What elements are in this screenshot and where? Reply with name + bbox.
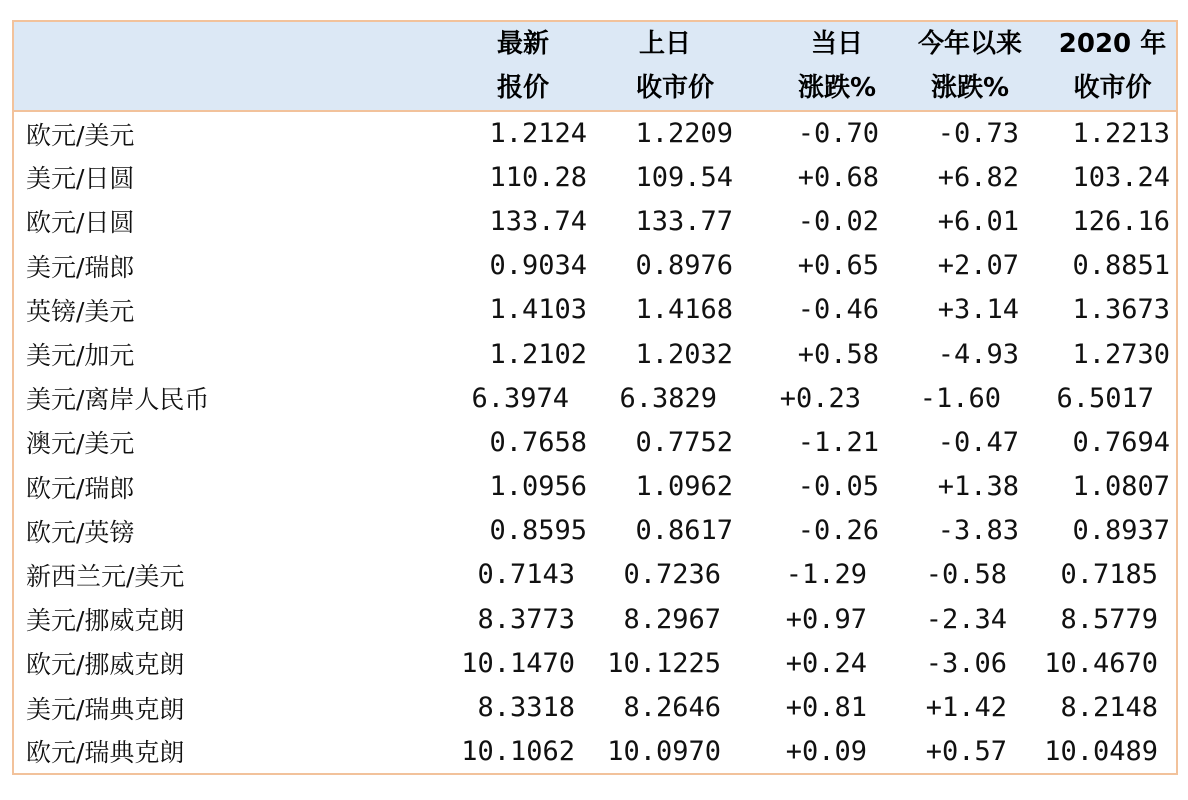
- day-change-cell: +0.09: [785, 735, 867, 767]
- day-change-cell: -1.29: [785, 559, 867, 591]
- latest-cell: 1.0956: [489, 471, 587, 503]
- prev-close-cell: 1.2032: [635, 338, 733, 370]
- pair-cell: 澳元/美元: [26, 429, 135, 459]
- pair-cell: 欧元/瑞郎: [26, 473, 135, 503]
- header-day-change: [753, 21, 891, 111]
- close-2020-cell: 0.7694: [1072, 426, 1170, 458]
- ytd-change-cell: -3.83: [937, 515, 1019, 547]
- header-prev-close: [597, 21, 753, 111]
- pair-cell: 美元/挪威克朗: [26, 606, 185, 636]
- table-row: [13, 244, 1177, 288]
- latest-cell: 110.28: [489, 161, 587, 193]
- pair-cell: 美元/离岸人民币: [26, 385, 210, 415]
- header-ytd-change-line2: 涨跌%: [930, 73, 1010, 103]
- table-row: [13, 420, 1177, 464]
- latest-cell: 8.3318: [477, 692, 575, 724]
- prev-close-cell: 0.8976: [635, 250, 733, 282]
- ytd-change-cell: -0.73: [937, 118, 1019, 150]
- prev-close-cell: 1.2209: [635, 118, 733, 150]
- ytd-change-cell: -3.06: [925, 647, 1007, 679]
- prev-close-cell: 6.3829: [619, 382, 717, 414]
- latest-cell: 1.2124: [489, 118, 587, 150]
- close-2020-cell: 8.2148: [1060, 692, 1158, 724]
- header-latest-line1: 最新: [496, 29, 549, 59]
- header-close-2020: [1029, 21, 1177, 111]
- day-change-cell: +0.24: [785, 647, 867, 679]
- pair-cell: 英镑/美元: [26, 296, 135, 326]
- pair-cell: 美元/加元: [26, 341, 135, 371]
- header-day-change-line2: 涨跌%: [797, 73, 877, 103]
- ytd-change-cell: +3.14: [937, 294, 1019, 326]
- ytd-change-cell: +1.42: [925, 692, 1007, 724]
- close-2020-cell: 1.2213: [1072, 118, 1170, 150]
- ytd-change-cell: -4.93: [937, 338, 1019, 370]
- fx-rates-table: [12, 20, 1178, 775]
- table-row: [13, 332, 1177, 376]
- day-change-cell: +0.65: [797, 250, 879, 282]
- latest-cell: 6.3974: [471, 382, 569, 414]
- day-change-cell: -0.26: [797, 515, 879, 547]
- latest-cell: 10.1062: [461, 735, 575, 767]
- table-row: [13, 685, 1177, 729]
- ytd-change-cell: -0.47: [937, 426, 1019, 458]
- prev-close-cell: 8.2967: [623, 603, 721, 635]
- header-day-change-line1: 当日: [810, 29, 863, 59]
- latest-cell: 0.9034: [489, 250, 587, 282]
- pair-cell: 美元/瑞郎: [26, 252, 135, 282]
- table-row: [13, 509, 1177, 553]
- pair-cell: 欧元/挪威克朗: [26, 650, 185, 680]
- close-2020-cell: 1.3673: [1072, 294, 1170, 326]
- prev-close-cell: 0.7752: [635, 426, 733, 458]
- table-row: [13, 199, 1177, 243]
- header-row: [13, 21, 1177, 111]
- pair-cell: 欧元/美元: [26, 120, 135, 150]
- day-change-cell: -0.02: [797, 205, 879, 237]
- latest-cell: 133.74: [489, 205, 587, 237]
- ytd-change-cell: -1.60: [919, 382, 1001, 414]
- latest-cell: 1.2102: [489, 338, 587, 370]
- ytd-change-cell: +6.01: [937, 205, 1019, 237]
- close-2020-cell: 6.5017: [1056, 382, 1154, 414]
- header-ytd-change: [891, 21, 1029, 111]
- header-ytd-change-line1: 今年以来: [917, 29, 1022, 59]
- close-2020-cell: 126.16: [1072, 205, 1170, 237]
- table-row: [13, 730, 1177, 774]
- prev-close-cell: 1.4168: [635, 294, 733, 326]
- close-2020-cell: 1.0807: [1072, 471, 1170, 503]
- prev-close-cell: 0.8617: [635, 515, 733, 547]
- pair-cell: 美元/日圆: [26, 164, 135, 194]
- day-change-cell: -0.70: [797, 118, 879, 150]
- table-row: [13, 376, 1177, 420]
- ytd-change-cell: +1.38: [937, 471, 1019, 503]
- prev-close-cell: 10.1225: [607, 647, 721, 679]
- close-2020-cell: 10.4670: [1044, 647, 1158, 679]
- prev-close-cell: 8.2646: [623, 692, 721, 724]
- prev-close-cell: 133.77: [635, 205, 733, 237]
- prev-close-cell: 0.7236: [623, 559, 721, 591]
- close-2020-cell: 1.2730: [1072, 338, 1170, 370]
- day-change-cell: +0.81: [785, 692, 867, 724]
- day-change-cell: +0.58: [797, 338, 879, 370]
- day-change-cell: +0.97: [785, 603, 867, 635]
- prev-close-cell: 109.54: [635, 161, 733, 193]
- close-2020-cell: 0.8851: [1072, 250, 1170, 282]
- header-latest-line2: 报价: [496, 73, 549, 103]
- table-body: [13, 111, 1177, 774]
- close-2020-cell: 8.5779: [1060, 603, 1158, 635]
- header-close-2020-line1: 2020 年: [1058, 29, 1167, 59]
- close-2020-cell: 103.24: [1072, 161, 1170, 193]
- table-row: [13, 553, 1177, 597]
- close-2020-cell: 0.8937: [1072, 515, 1170, 547]
- day-change-cell: -0.05: [797, 471, 879, 503]
- day-change-cell: +0.68: [797, 161, 879, 193]
- header-latest: [281, 21, 597, 111]
- table-row: [13, 155, 1177, 199]
- day-change-cell: -0.46: [797, 294, 879, 326]
- ytd-change-cell: +0.57: [925, 735, 1007, 767]
- table-row: [13, 111, 1177, 155]
- close-2020-cell: 10.0489: [1044, 735, 1158, 767]
- ytd-change-cell: +6.82: [937, 161, 1019, 193]
- pair-cell: 欧元/英镑: [26, 517, 135, 547]
- day-change-cell: +0.23: [779, 382, 861, 414]
- prev-close-cell: 10.0970: [607, 735, 721, 767]
- header-pair: [13, 21, 281, 111]
- ytd-change-cell: +2.07: [937, 250, 1019, 282]
- table-row: [13, 641, 1177, 685]
- table-row: [13, 465, 1177, 509]
- pair-cell: 欧元/瑞典克朗: [26, 738, 185, 768]
- ytd-change-cell: -2.34: [925, 603, 1007, 635]
- table-row: [13, 597, 1177, 641]
- latest-cell: 0.7143: [477, 559, 575, 591]
- header-prev-close-line2: 收市价: [635, 73, 714, 103]
- latest-cell: 0.8595: [489, 515, 587, 547]
- ytd-change-cell: -0.58: [925, 559, 1007, 591]
- pair-cell: 欧元/日圆: [26, 208, 135, 238]
- latest-cell: 0.7658: [489, 426, 587, 458]
- pair-cell: 美元/瑞典克朗: [26, 694, 185, 724]
- header-prev-close-line1: 上日: [638, 29, 691, 59]
- table-row: [13, 288, 1177, 332]
- latest-cell: 8.3773: [477, 603, 575, 635]
- latest-cell: 10.1470: [461, 647, 575, 679]
- table-header: [13, 21, 1177, 111]
- pair-cell: 新西兰元/美元: [26, 561, 185, 591]
- day-change-cell: -1.21: [797, 426, 879, 458]
- prev-close-cell: 1.0962: [635, 471, 733, 503]
- close-2020-cell: 0.7185: [1060, 559, 1158, 591]
- latest-cell: 1.4103: [489, 294, 587, 326]
- header-close-2020-line2: 收市价: [1073, 73, 1152, 103]
